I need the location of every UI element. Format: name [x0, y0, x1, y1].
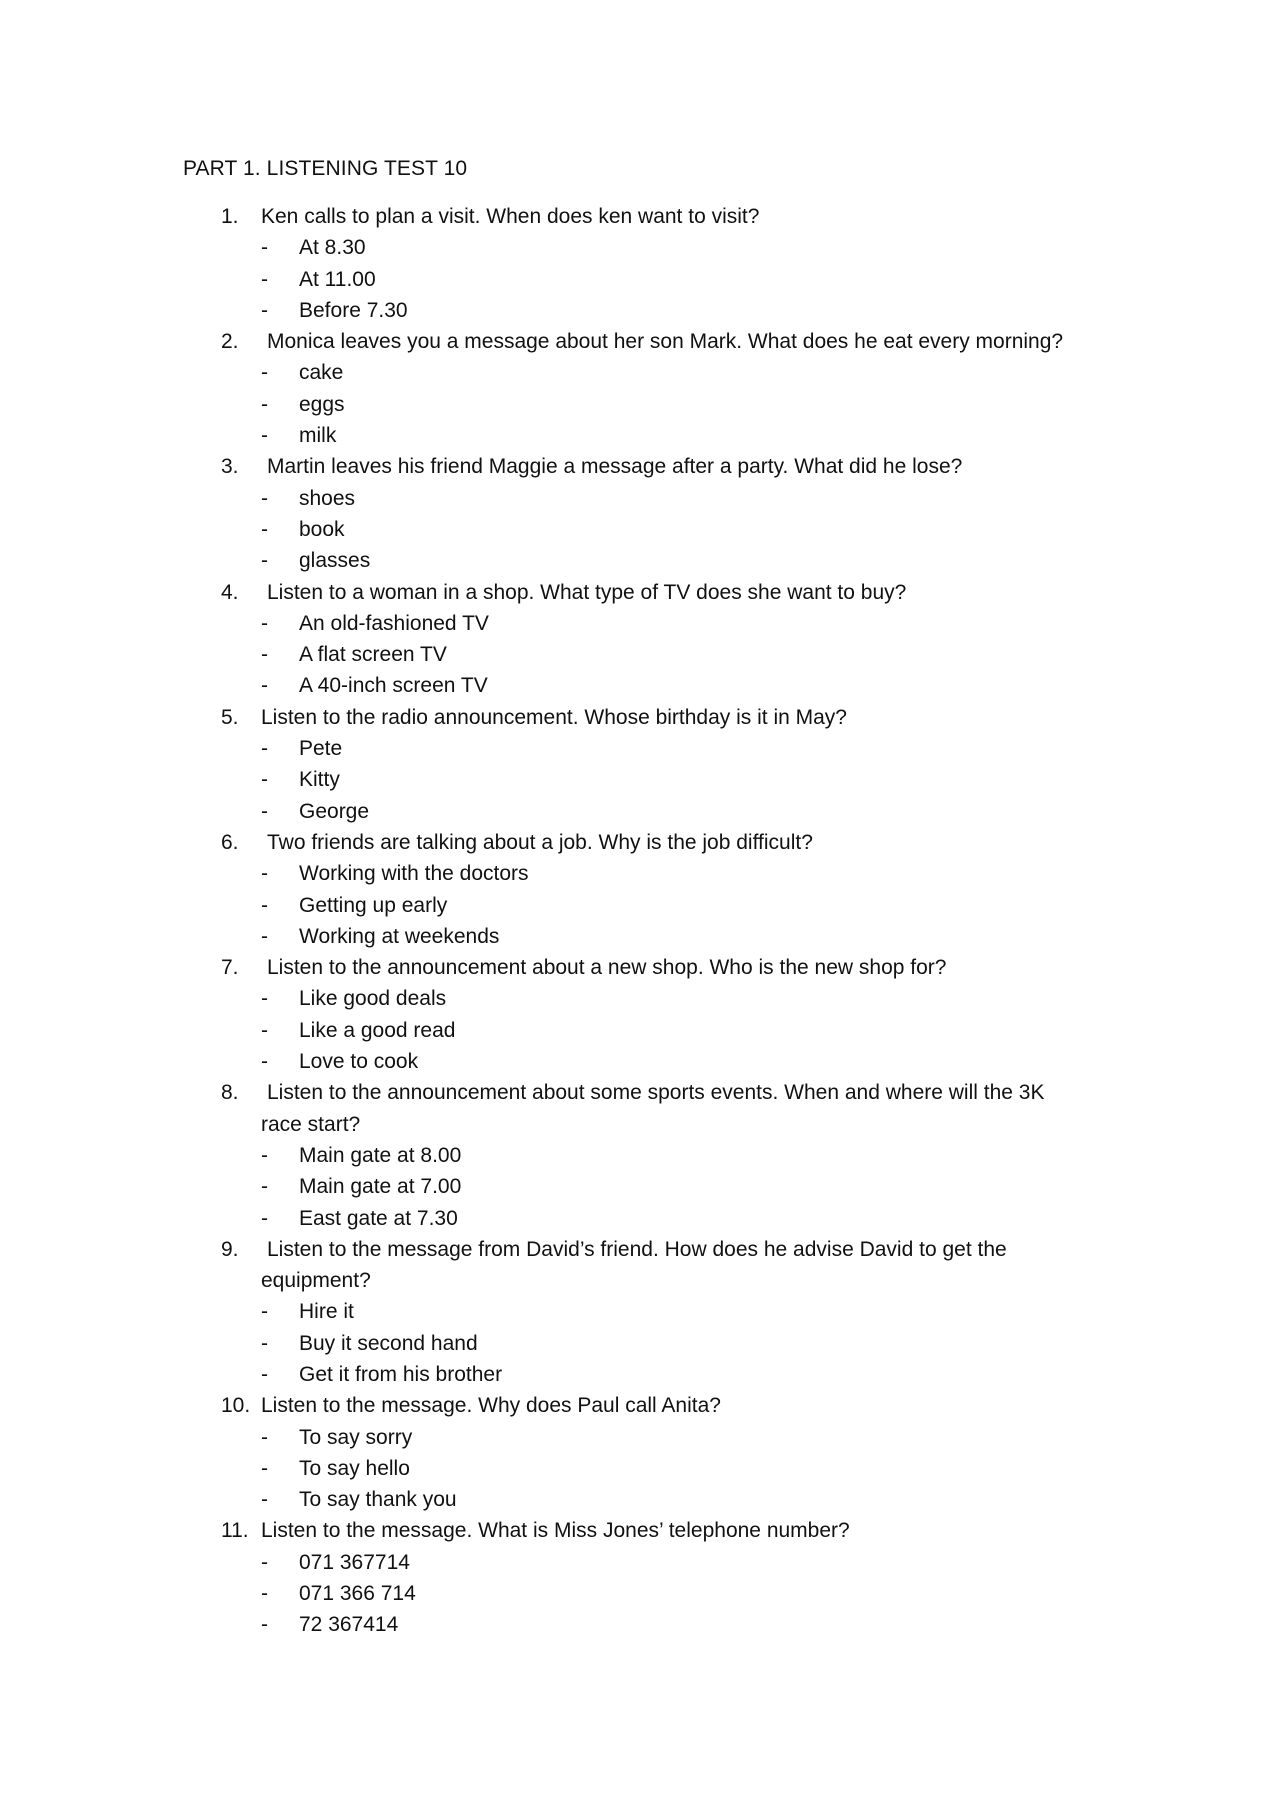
- answer-option: [0, 545, 1280, 576]
- dash-bullet: -: [261, 987, 268, 1011]
- question-text: Martin leaves his friend Maggie a message after a party. What did he lose?: [267, 455, 963, 479]
- question-line: [0, 326, 1280, 357]
- option-list: [0, 858, 1280, 952]
- dash-bullet: -: [261, 361, 268, 385]
- question-line: [0, 1515, 1280, 1546]
- question-line: [0, 1390, 1280, 1421]
- document-title: PART 1. LISTENING TEST 10: [183, 157, 468, 180]
- answer-option: [0, 733, 1280, 764]
- dash-bullet: -: [261, 674, 268, 698]
- option-text: To say thank you: [299, 1488, 457, 1512]
- option-text: glasses: [299, 549, 371, 573]
- dash-bullet: -: [261, 1582, 268, 1606]
- question-number: 2.: [221, 330, 239, 354]
- answer-option: [0, 357, 1280, 388]
- answer-option: [0, 1203, 1280, 1234]
- question-line: [0, 952, 1280, 983]
- dash-bullet: -: [261, 298, 268, 322]
- question-text: Listen to the message. What is Miss Jones’ telephone number?: [261, 1519, 850, 1543]
- question-line: [0, 827, 1280, 858]
- question-item: [0, 1515, 1280, 1640]
- dash-bullet: -: [261, 1331, 268, 1355]
- question-line: [0, 1077, 1280, 1140]
- answer-option: [0, 1547, 1280, 1578]
- answer-option: [0, 232, 1280, 263]
- question-number: 6.: [221, 830, 239, 854]
- question-text: Monica leaves you a message about her son Mark. What does he eat every morning?: [267, 330, 1064, 354]
- dash-bullet: -: [261, 1050, 268, 1074]
- option-text: Like a good read: [299, 1018, 456, 1042]
- answer-option: [0, 1328, 1280, 1359]
- answer-option: [0, 295, 1280, 326]
- option-text: 071 366 714: [299, 1582, 416, 1606]
- question-number: 11.: [221, 1519, 249, 1543]
- answer-option: [0, 764, 1280, 795]
- question-text: Two friends are talking about a job. Why is the job difficult?: [267, 830, 813, 854]
- question-text: Listen to the message. Why does Paul call Anita?: [261, 1394, 721, 1418]
- dash-bullet: -: [261, 1456, 268, 1480]
- option-text: Buy it second hand: [299, 1331, 478, 1355]
- dash-bullet: -: [261, 924, 268, 948]
- option-text: At 11.00: [299, 267, 376, 291]
- question-text: Listen to the announcement about some sports events. When and where will the 3K race start?: [261, 1081, 1045, 1136]
- option-text: George: [299, 799, 370, 823]
- answer-option: [0, 639, 1280, 670]
- answer-option: [0, 921, 1280, 952]
- option-list: [0, 1422, 1280, 1516]
- answer-option: [0, 1422, 1280, 1453]
- question-text: Ken calls to plan a visit. When does ken want to visit?: [261, 205, 760, 228]
- option-text: shoes: [299, 486, 356, 510]
- question-number: 8.: [221, 1081, 239, 1105]
- dash-bullet: -: [261, 549, 268, 573]
- question-line: [0, 1234, 1280, 1297]
- question-item: [0, 827, 1280, 952]
- answer-option: [0, 1015, 1280, 1046]
- question-line: [0, 577, 1280, 608]
- question-item: [0, 326, 1280, 451]
- option-text: Working with the doctors: [299, 862, 529, 886]
- dash-bullet: -: [261, 424, 268, 448]
- question-item: [0, 451, 1280, 576]
- dash-bullet: -: [261, 486, 268, 510]
- answer-option: [0, 608, 1280, 639]
- question-number: 9.: [221, 1237, 239, 1261]
- question-text: Listen to the message from David’s friend. How does he advise David to get the equipment?: [261, 1237, 1007, 1293]
- question-item: [0, 577, 1280, 702]
- option-text: 071 367714: [299, 1550, 410, 1574]
- answer-option: [0, 483, 1280, 514]
- question-number: 4.: [221, 580, 239, 604]
- dash-bullet: -: [261, 1143, 268, 1167]
- option-text: Working at weekends: [299, 924, 500, 948]
- option-text: Love to cook: [299, 1050, 419, 1074]
- option-text: cake: [299, 361, 344, 385]
- answer-option: [0, 1609, 1280, 1640]
- question-item: [0, 1390, 1280, 1515]
- question-number: 1.: [221, 205, 239, 228]
- dash-bullet: -: [261, 236, 268, 260]
- question-number: 3.: [221, 455, 239, 479]
- question-item: [0, 952, 1280, 1077]
- option-list: [0, 1547, 1280, 1641]
- dash-bullet: -: [261, 799, 268, 823]
- question-number: 7.: [221, 956, 239, 980]
- dash-bullet: -: [261, 1550, 268, 1574]
- answer-option: [0, 1453, 1280, 1484]
- option-text: Pete: [299, 737, 343, 761]
- answer-option: [0, 1140, 1280, 1171]
- question-number: 5.: [221, 705, 239, 729]
- dash-bullet: -: [261, 768, 268, 792]
- answer-option: [0, 1296, 1280, 1327]
- dash-bullet: -: [261, 643, 268, 667]
- answer-option: [0, 983, 1280, 1014]
- option-text: milk: [299, 424, 337, 448]
- answer-option: [0, 264, 1280, 295]
- option-text: To say sorry: [299, 1425, 413, 1449]
- option-list: [0, 608, 1280, 702]
- dash-bullet: -: [261, 1362, 268, 1386]
- question-list: [0, 201, 1280, 1641]
- dash-bullet: -: [261, 1488, 268, 1512]
- option-list: [0, 733, 1280, 827]
- dash-bullet: -: [261, 893, 268, 917]
- dash-bullet: -: [261, 1175, 268, 1199]
- dash-bullet: -: [261, 267, 268, 291]
- question-item: [0, 1077, 1280, 1233]
- dash-bullet: -: [261, 1300, 268, 1324]
- dash-bullet: -: [261, 1613, 268, 1637]
- option-text: Hire it: [299, 1300, 354, 1324]
- answer-option: [0, 796, 1280, 827]
- option-list: [0, 483, 1280, 577]
- option-text: At 8.30: [299, 236, 366, 260]
- option-text: An old-fashioned TV: [299, 611, 489, 635]
- option-text: eggs: [299, 392, 345, 416]
- dash-bullet: -: [261, 517, 268, 541]
- option-text: A flat screen TV: [299, 643, 447, 667]
- option-text: A 40-inch screen TV: [299, 674, 488, 698]
- question-number: 10.: [221, 1394, 251, 1418]
- answer-option: [0, 1359, 1280, 1390]
- option-text: 72 367414: [299, 1613, 399, 1637]
- dash-bullet: -: [261, 862, 268, 886]
- option-text: Main gate at 8.00: [299, 1143, 462, 1167]
- question-item: [0, 702, 1280, 827]
- option-text: book: [299, 517, 345, 541]
- option-list: [0, 232, 1280, 326]
- dash-bullet: -: [261, 1018, 268, 1042]
- question-item: [0, 1234, 1280, 1390]
- answer-option: [0, 670, 1280, 701]
- option-text: Getting up early: [299, 893, 448, 917]
- question-item: [0, 201, 1280, 326]
- dash-bullet: -: [261, 737, 268, 761]
- option-text: Main gate at 7.00: [299, 1175, 462, 1199]
- dash-bullet: -: [261, 1425, 268, 1449]
- answer-option: [0, 1046, 1280, 1077]
- option-text: Before 7.30: [299, 298, 408, 322]
- answer-option: [0, 389, 1280, 420]
- option-list: [0, 1296, 1280, 1390]
- option-list: [0, 1140, 1280, 1234]
- question-line: [0, 702, 1280, 733]
- question-text: Listen to a woman in a shop. What type of TV does she want to buy?: [267, 580, 907, 604]
- answer-option: [0, 858, 1280, 889]
- answer-option: [0, 1578, 1280, 1609]
- option-text: East gate at 7.30: [299, 1206, 458, 1230]
- option-text: Kitty: [299, 768, 340, 792]
- dash-bullet: -: [261, 1206, 268, 1230]
- option-text: Like good deals: [299, 987, 447, 1011]
- answer-option: [0, 890, 1280, 921]
- option-list: [0, 983, 1280, 1077]
- answer-option: [0, 514, 1280, 545]
- question-text: Listen to the radio announcement. Whose birthday is it in May?: [261, 705, 847, 729]
- answer-option: [0, 1171, 1280, 1202]
- question-text: Listen to the announcement about a new shop. Who is the new shop for?: [267, 956, 947, 980]
- question-line: [0, 451, 1280, 482]
- question-line: [0, 201, 1280, 232]
- option-text: To say hello: [299, 1456, 410, 1480]
- option-list: [0, 357, 1280, 451]
- answer-option: [0, 1484, 1280, 1515]
- dash-bullet: -: [261, 611, 268, 635]
- dash-bullet: -: [261, 392, 268, 416]
- option-text: Get it from his brother: [299, 1362, 503, 1386]
- answer-option: [0, 420, 1280, 451]
